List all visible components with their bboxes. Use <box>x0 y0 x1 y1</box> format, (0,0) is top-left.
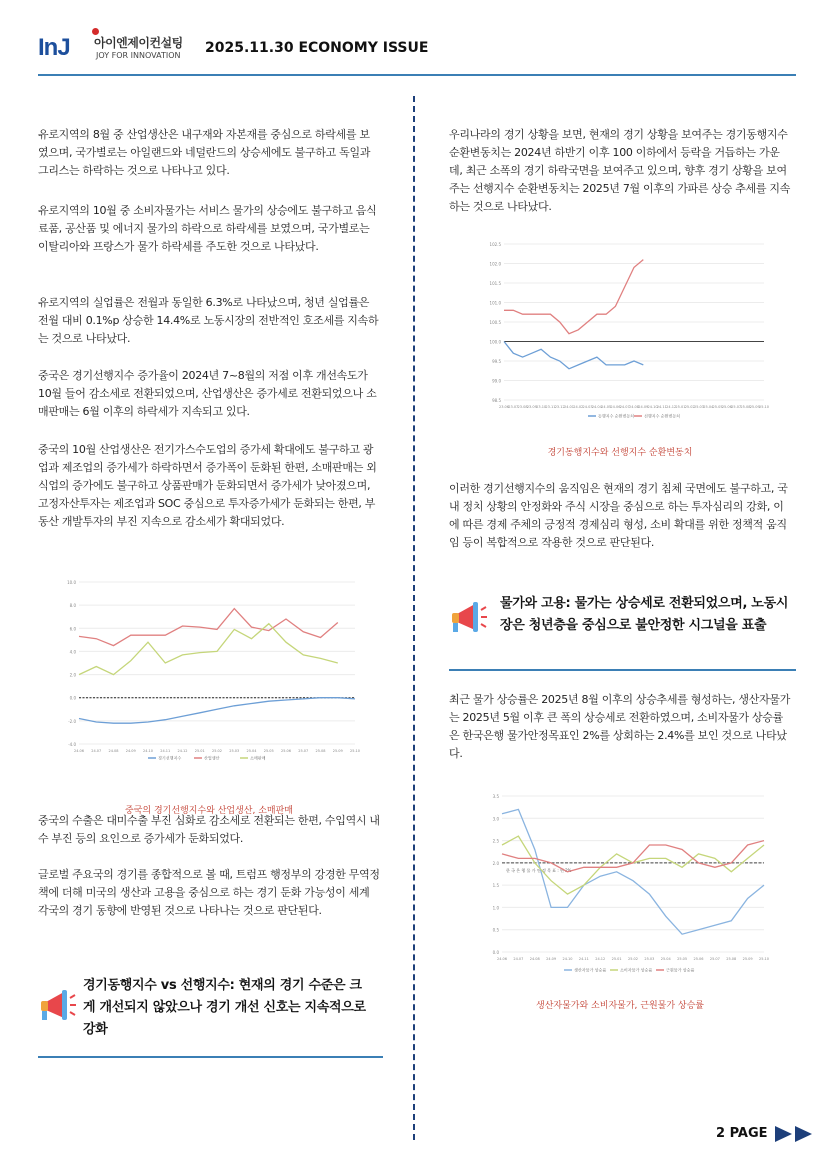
legend-label: 산업생산 <box>204 755 220 761</box>
legend-label: 소비자물가 상승률 <box>620 967 653 973</box>
x-tick-label: 24.07 <box>513 957 524 961</box>
x-tick-label: 25.09 <box>332 749 343 753</box>
x-tick-label: 25.07 <box>731 405 742 409</box>
y-tick-label: 102.0 <box>489 261 501 267</box>
x-tick-label: 25.10 <box>349 749 361 753</box>
company-logo <box>38 22 198 66</box>
chart-caption-korea: 경기동행지수와 선행지수 순환변동치 <box>547 448 693 458</box>
x-tick-label: 25.03 <box>644 957 655 961</box>
column-divider <box>413 96 415 1140</box>
x-tick-label: 24.12 <box>177 749 188 753</box>
x-tick-label: 23.07 <box>508 405 519 409</box>
section-rule-right <box>449 669 796 671</box>
y-tick-label: -4.0 <box>68 742 76 747</box>
x-tick-label: 25.05 <box>712 405 723 409</box>
y-tick-label: 0.0 <box>69 695 76 701</box>
x-tick-label: 25.06 <box>280 749 292 753</box>
y-tick-label: 100.5 <box>489 320 501 325</box>
y-tick-label: 4.0 <box>69 649 76 655</box>
series-line <box>79 624 338 675</box>
y-tick-label: 98.5 <box>492 398 501 403</box>
y-tick-label: 0.0 <box>492 950 499 955</box>
x-tick-label: 24.10 <box>142 749 154 753</box>
megaphone-icon <box>449 598 489 642</box>
right-paragraph-1: 우리나라의 경기 상황을 보면, 현재의 경기 상황을 보여주는 경기동행지수 순환변동치는 2024년 하반기 이후 100 이하에서 등락을 거듭하는 가운데, 최근 소폭의 경기 하락국면을 보여주고 있으며, 향후 경기 상황을 보여주는 선행지수 순환변동치는 2025년 7월 이후의 가파른 상승 추세를 지속하는 것으로 나타났다. <box>449 128 791 213</box>
x-tick-label: 24.06 <box>73 749 85 753</box>
y-tick-label: 99.5 <box>492 359 501 364</box>
y-tick-label: 1.5 <box>492 883 499 889</box>
series-line <box>504 260 643 334</box>
legend-label: 생산자물가 상승률 <box>574 967 607 973</box>
x-tick-label: 24.03 <box>582 405 593 409</box>
left-paragraph-4: 중국은 경기선행지수 증가율이 2024년 7~8월의 저점 이후 개선속도가 10월 들어 감소세로 전환되었으며, 산업생산은 증가세로 전환되었으나 소매판매는 6월 이후의 하락세가 지속되고 있다. <box>38 369 377 418</box>
section-heading-right: 물가와 고용: 물가는 상승세로 전환되었으며, 노동시장은 청년층을 중심으로 불안정한 시그널을 표출 <box>500 596 789 633</box>
x-tick-label: 24.09 <box>638 405 649 409</box>
y-tick-label: 101.0 <box>489 300 501 306</box>
x-tick-label: 25.01 <box>611 957 622 961</box>
x-tick-label: 24.10 <box>647 405 658 409</box>
x-tick-label: 25.02 <box>627 957 639 961</box>
x-tick-label: 25.04 <box>246 749 257 753</box>
left-paragraph-7: 글로벌 주요국의 경기를 종합적으로 볼 때, 트럼프 행정부의 강경한 무역정책에 더해 미국의 생산과 고용을 중심으로 하는 경기 둔화 가능성이 세계 각국의 경기 동향에 반영된 것으로 나타나는 것으로 판단된다. <box>38 868 380 917</box>
x-tick-label: 24.08 <box>529 957 540 961</box>
x-tick-label: 25.05 <box>263 749 274 753</box>
y-tick-label: 2.5 <box>492 838 499 844</box>
chart-caption-prices: 생산자물가와 소비자물가, 근원물가 상승률 <box>536 1001 704 1011</box>
left-paragraph-6: 중국의 수출은 대미수출 부진 심화로 감소세로 전환되는 한편, 수입역시 내수 부진 등의 요인으로 증가세가 둔화되었다. <box>38 814 380 845</box>
left-paragraph-3: 유로지역의 실업률은 전월과 동일한 6.3%로 나타났으며, 청년 실업률은 전월 대비 0.1%p 상승한 14.4%로 노동시장의 전반적인 호조세를 지속하는 것으로 나타났다. <box>38 296 379 345</box>
left-paragraph-5: 중국의 10월 산업생산은 전기가스수도업의 증가세 확대에도 불구하고 광업과 제조업의 증가세가 하락하면서 증가폭이 둔화된 한편, 소매판매는 외식업의 증가에도 불구하고 상품판매가 둔화되면서 증가세가 낮아졌으며, 고정자산투자는 제조업과 SOC 중심으로 투자증가세가 둔화되는 한편, 부동산 개발투자의 부진 지속으로 감소세가 확대되었다. <box>38 443 377 528</box>
y-tick-label: 3.0 <box>492 816 499 822</box>
x-tick-label: 25.07 <box>709 957 720 961</box>
x-tick-label: 25.08 <box>315 749 326 753</box>
x-tick-label: 25.01 <box>675 405 686 409</box>
x-tick-label: 25.02 <box>211 749 223 753</box>
x-tick-label: 25.04 <box>660 957 671 961</box>
x-tick-label: 25.09 <box>742 957 753 961</box>
y-tick-label: 99.0 <box>492 378 501 384</box>
x-tick-label: 25.02 <box>684 405 695 409</box>
x-tick-label: 25.01 <box>194 749 205 753</box>
next-arrows-icon <box>775 1124 815 1148</box>
y-tick-label: 102.5 <box>489 242 501 247</box>
x-tick-label: 25.10 <box>758 957 770 961</box>
x-tick-label: 24.09 <box>546 957 557 961</box>
logo-mark: InJ <box>38 34 70 61</box>
legend-label: 동행지수 순환변동치 <box>598 413 635 419</box>
legend-label: 경기선행지수 <box>158 755 182 761</box>
x-tick-label: 24.11 <box>160 749 171 753</box>
x-tick-label: 25.03 <box>693 405 705 409</box>
x-tick-label: 24.05 <box>601 405 612 409</box>
logo-name: 아이엔제이컨설팅 <box>94 36 183 50</box>
x-tick-label: 24.02 <box>573 405 584 409</box>
x-tick-label: 24.07 <box>91 749 102 753</box>
x-tick-label: 24.06 <box>496 957 508 961</box>
legend-label: 근원물가 상승률 <box>666 967 695 973</box>
x-tick-label: 24.07 <box>619 405 630 409</box>
x-tick-label: 23.09 <box>526 405 537 409</box>
x-tick-label: 25.04 <box>703 405 714 409</box>
x-tick-label: 23.06 <box>498 405 510 409</box>
logo-tagline: JOY FOR INNOVATION <box>96 51 181 60</box>
x-tick-label: 24.04 <box>591 405 602 409</box>
x-tick-label: 24.11 <box>578 957 589 961</box>
x-tick-label: 25.08 <box>726 957 737 961</box>
x-tick-label: 24.06 <box>610 405 621 409</box>
left-paragraph-1: 유로지역의 8월 중 산업생산은 내구재와 자본재를 중심으로 하락세를 보였으며, 국가별로는 아일랜드와 네덜란드의 상승세에도 불구하고 독일과 그리스는 하락하는 것으로 나타나고 있다. <box>38 128 371 177</box>
right-paragraph-3: 최근 물가 상승률은 2025년 8월 이후의 상승추세를 형성하는, 생산자물가는 2025년 5월 이후 큰 폭의 상승세로 전환하였으며, 소비자물가 상승률은 한국은행 물가안정목표인 2%를 상회하는 2.4%를 보인 것으로 나타났다. <box>449 693 791 760</box>
x-tick-label: 25.08 <box>740 405 751 409</box>
y-tick-label: 1.0 <box>492 905 499 911</box>
y-tick-label: 3.5 <box>492 794 499 799</box>
x-tick-label: 24.12 <box>666 405 677 409</box>
y-tick-label: 10.0 <box>67 580 76 585</box>
x-tick-label: 25.05 <box>677 957 688 961</box>
series-line <box>502 809 764 934</box>
section-rule-left <box>38 1056 383 1058</box>
y-tick-label: 8.0 <box>69 603 76 609</box>
issue-title: 2025.11.30 ECONOMY ISSUE <box>205 40 429 56</box>
y-tick-label: 0.5 <box>492 927 499 933</box>
x-tick-label: 25.07 <box>298 749 309 753</box>
section-heading-left: 경기동행지수 vs 선행지수: 현재의 경기 수준은 크게 개선되지 않았으나 경기 개선 신호는 지속적으로 강화 <box>83 978 366 1037</box>
y-tick-label: 2.0 <box>492 860 499 866</box>
y-tick-label: 100.0 <box>489 339 501 345</box>
y-tick-label: 2.0 <box>69 672 76 678</box>
x-tick-label: 23.11 <box>545 405 556 409</box>
x-tick-label: 25.09 <box>749 405 760 409</box>
target-line-label: 한 국 은 행 물 가 안 정 목 표 : 연 2% <box>506 867 572 873</box>
y-tick-label: 101.5 <box>489 281 501 286</box>
legend-label: 소매판매 <box>250 755 266 761</box>
chart-caption-china: 중국의 경기선행지수와 산업생산, 소매판매 <box>125 806 293 816</box>
series-line <box>504 342 643 369</box>
x-tick-label: 23.08 <box>517 405 528 409</box>
series-line <box>79 609 338 646</box>
x-tick-label: 23.10 <box>536 405 547 409</box>
x-tick-label: 25.06 <box>721 405 732 409</box>
y-tick-label: 6.0 <box>69 626 76 632</box>
megaphone-icon <box>38 986 78 1030</box>
page-number: 2 PAGE <box>716 1126 768 1141</box>
legend-label: 선행지수 순환변동치 <box>644 413 681 419</box>
x-tick-label: 25.06 <box>693 957 704 961</box>
x-tick-label: 24.12 <box>595 957 606 961</box>
x-tick-label: 25.03 <box>229 749 240 753</box>
x-tick-label: 25.10 <box>758 405 770 409</box>
x-tick-label: 24.01 <box>563 405 575 409</box>
chart-korea-cycle <box>480 238 770 425</box>
series-line <box>79 698 355 724</box>
x-tick-label: 24.10 <box>562 957 573 961</box>
right-paragraph-2: 이러한 경기선행지수의 움직임은 현재의 경기 침체 국면에도 불구하고, 국내 정치 상황의 안정화와 주식 시장을 중심으로 하는 투자심리의 강화, 이에 따른 경제 주체의 긍정적 경제심리 형성, 소비 확대를 위한 정책적 움직임 등이 복합적으로 작용한 것으로 판단된다. <box>449 482 788 549</box>
header-rule <box>38 74 796 76</box>
chart-china-indicators <box>55 574 363 766</box>
x-tick-label: 23.12 <box>554 405 565 409</box>
chart-price-inflation <box>480 790 770 980</box>
x-tick-label: 24.08 <box>108 749 119 753</box>
y-tick-label: -2.0 <box>68 718 76 724</box>
left-paragraph-2: 유로지역의 10월 중 소비자물가는 서비스 물가의 상승에도 불구하고 음식료품, 공산품 및 에너지 물가의 하락으로 하락세를 보였으며, 국가별로는 이탈리아와 프랑스가 물가 하락세를 주도한 것으로 나타났다. <box>38 204 377 253</box>
x-tick-label: 24.09 <box>125 749 136 753</box>
x-tick-label: 24.08 <box>628 405 640 409</box>
x-tick-label: 24.11 <box>656 405 667 409</box>
